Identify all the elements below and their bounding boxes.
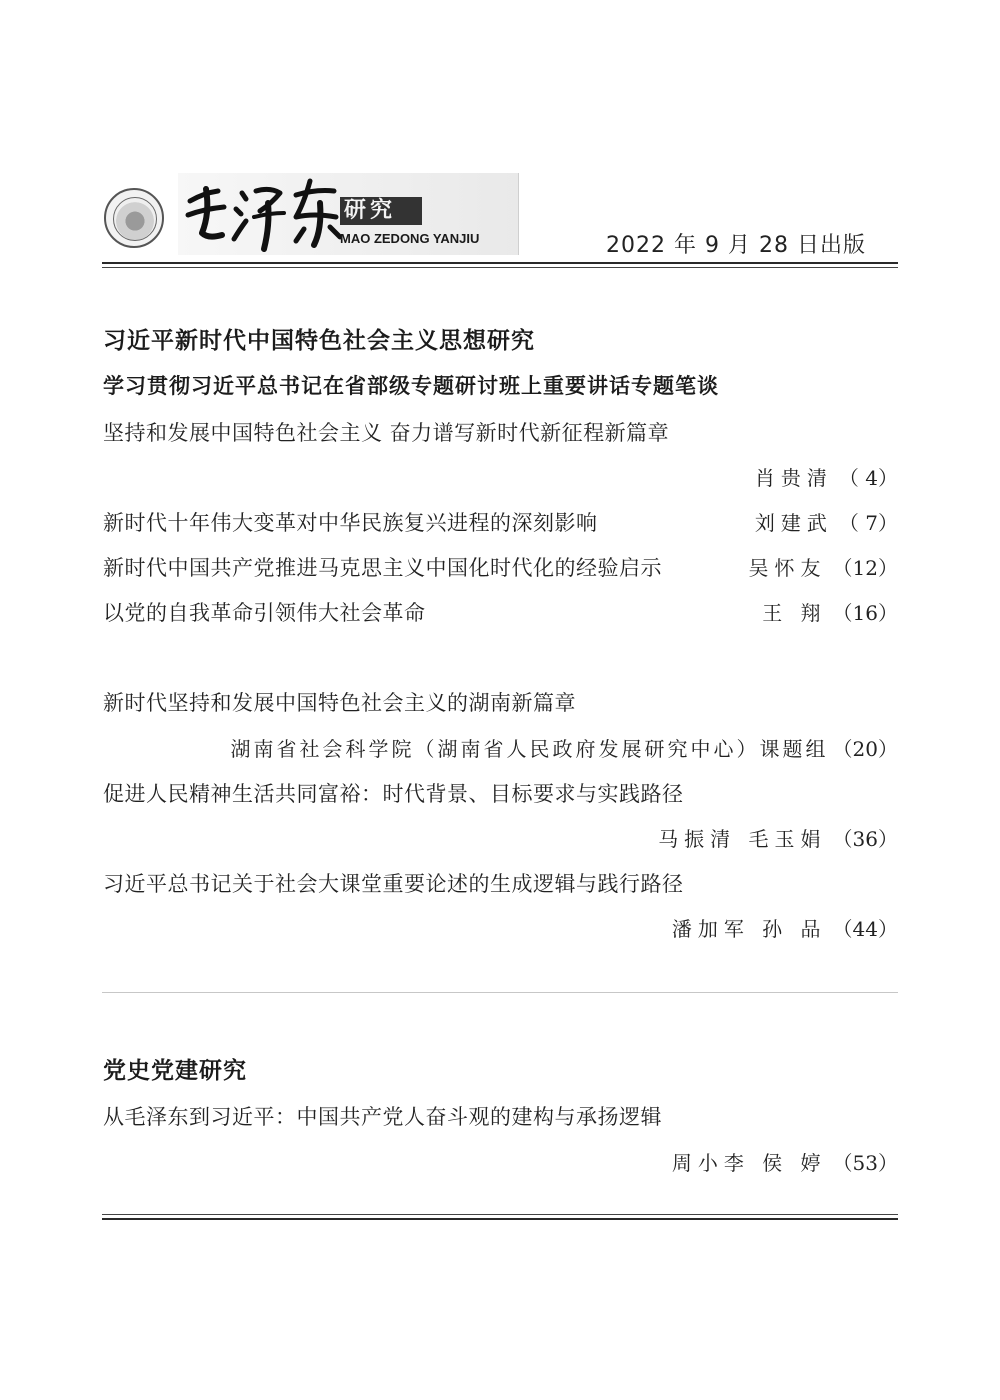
- article-author: 王 翔: [762, 601, 827, 625]
- article-author: 吴怀友: [748, 556, 827, 580]
- section-subtitle: 学习贯彻习近平总书记在省部级专题研讨班上重要讲话专题笔谈: [103, 374, 719, 398]
- article-byline: [672, 913, 898, 942]
- calligraphy-logo: [184, 173, 354, 255]
- article-byline: [231, 733, 898, 762]
- article-title[interactable]: 以党的自我革命引领伟大社会革命: [103, 601, 426, 625]
- article-author: 潘加军 孙 品: [671, 917, 827, 941]
- article-title[interactable]: 从毛泽东到习近平：中国共产党人奋斗观的建构与承扬逻辑: [103, 1105, 662, 1129]
- article-title[interactable]: 坚持和发展中国特色社会主义 奋力谱写新时代新征程新篇章: [103, 421, 670, 445]
- article-page: （12）: [832, 556, 898, 580]
- footer-rule-top: [102, 1214, 898, 1215]
- article-author: 周小李 侯 婷: [671, 1151, 827, 1175]
- article-byline: [755, 462, 898, 491]
- article-page: （44）: [832, 917, 898, 941]
- header-rule-bottom: [102, 267, 898, 268]
- article-byline: [762, 597, 898, 626]
- article-title[interactable]: 新时代中国共产党推进马克思主义中国化时代化的经验启示: [103, 556, 662, 580]
- article-page: （36）: [832, 827, 898, 851]
- publication-date: 2022 年 9 月 28 日出版: [606, 233, 866, 258]
- section-title: 习近平新时代中国特色社会主义思想研究: [103, 328, 535, 354]
- article-author: 湖南省社会科学院（湖南省人民政府发展研究中心）课题组: [230, 737, 829, 761]
- article-title[interactable]: 习近平总书记关于社会大课堂重要论述的生成逻辑与践行路径: [103, 872, 684, 896]
- article-byline: [755, 507, 898, 536]
- article-author: 马振清 毛玉娟: [658, 827, 827, 851]
- article-byline: [672, 1147, 898, 1176]
- section-divider: [102, 992, 898, 993]
- article-title[interactable]: 促进人民精神生活共同富裕：时代背景、目标要求与实践路径: [103, 782, 684, 806]
- article-title[interactable]: 新时代十年伟大变革对中华民族复兴进程的深刻影响: [103, 511, 598, 535]
- footer-rule-bottom: [102, 1218, 898, 1220]
- journal-logo: [178, 173, 519, 255]
- article-byline: [658, 823, 898, 852]
- article-page: （53）: [832, 1151, 898, 1175]
- logo-title-en: MAO ZEDONG YANJIU: [340, 231, 480, 246]
- header-rule-top: [102, 262, 898, 264]
- article-page: （ 7）: [838, 511, 898, 535]
- journal-seal-logo: [104, 188, 164, 248]
- article-page: （20）: [832, 737, 898, 761]
- article-page: （16）: [832, 601, 898, 625]
- section-title: 党史党建研究: [103, 1058, 247, 1084]
- article-author: 肖贵清: [754, 466, 833, 490]
- article-title[interactable]: 新时代坚持和发展中国特色社会主义的湖南新篇章: [103, 691, 576, 715]
- logo-title-cn: 研究: [340, 197, 422, 225]
- article-author: 刘建武: [754, 511, 833, 535]
- article-page: （ 4）: [838, 466, 898, 490]
- article-byline: [749, 552, 898, 581]
